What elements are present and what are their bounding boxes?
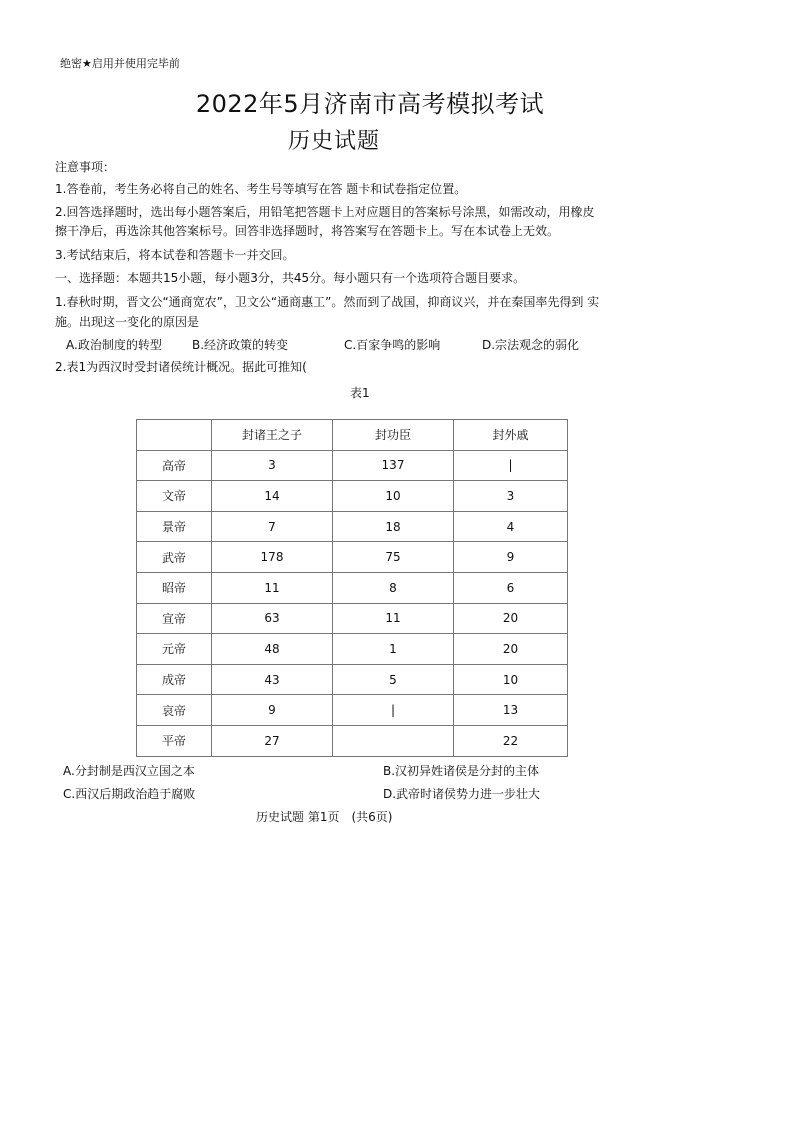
table-cell: 成帝 <box>137 664 212 695</box>
table-cell: 13 <box>454 695 568 726</box>
table-cell: 3 <box>454 481 568 512</box>
page-footer: 历史试题 第1页 (共6页) <box>256 810 393 824</box>
table-cell: 1 <box>333 634 454 665</box>
table-cell: 20 <box>454 634 568 665</box>
table-cell: 6 <box>454 572 568 603</box>
table-cell: 平帝 <box>137 725 212 756</box>
question-1-stem-line-2: 施。出现这一变化的原因是 <box>55 315 200 329</box>
table-row <box>137 695 568 726</box>
table-cell: 元帝 <box>137 634 212 665</box>
table-cell: 宣帝 <box>137 603 212 634</box>
table-cell: 11 <box>212 572 333 603</box>
table-caption: 表1 <box>350 386 370 400</box>
question-1-option-b: B.经济政策的转变 <box>192 338 289 352</box>
table-cell: 10 <box>454 664 568 695</box>
table-cell: 高帝 <box>137 450 212 481</box>
table-cell: 武帝 <box>137 542 212 573</box>
table-cell: 27 <box>212 725 333 756</box>
table-row <box>137 481 568 512</box>
table-cell: 75 <box>333 542 454 573</box>
enfeoffment-table <box>136 419 568 757</box>
question-2-option-a: A.分封制是西汉立国之本 <box>63 764 195 778</box>
table-header-cell: 封功臣 <box>333 420 454 451</box>
table-row <box>137 603 568 634</box>
table-cell: 63 <box>212 603 333 634</box>
table-row <box>137 511 568 542</box>
table-row <box>137 450 568 481</box>
table-header-cell <box>137 420 212 451</box>
table-cell: 9 <box>454 542 568 573</box>
exam-subject: 历史试题 <box>288 129 381 154</box>
table-cell: 3 <box>212 450 333 481</box>
note-item-1: 1.答卷前，考生务必将自己的姓名、考生号等填写在答 题卡和试卷指定位置。 <box>55 182 467 196</box>
table-cell: 文帝 <box>137 481 212 512</box>
table-cell: 18 <box>333 511 454 542</box>
table-row <box>137 572 568 603</box>
table-row <box>137 634 568 665</box>
question-2-option-b: B.汉初异姓诸侯是分封的主体 <box>383 764 540 778</box>
table-cell: | <box>333 695 454 726</box>
table-row <box>137 542 568 573</box>
table-cell: 178 <box>212 542 333 573</box>
table-cell: 昭帝 <box>137 572 212 603</box>
table-cell: 48 <box>212 634 333 665</box>
table-header-row <box>137 420 568 451</box>
question-1-option-a: A.政治制度的转型 <box>66 338 162 352</box>
table-row <box>137 664 568 695</box>
table-cell: 11 <box>333 603 454 634</box>
table-cell: 14 <box>212 481 333 512</box>
table-cell: 4 <box>454 511 568 542</box>
table-cell: 9 <box>212 695 333 726</box>
question-1-option-c: C.百家争鸣的影响 <box>344 338 441 352</box>
note-item-2-line-2: 擦干净后，再选涂其他答案标号。回答非选择题时，将答案写在答题卡上。写在本试卷上无效。 <box>55 224 560 238</box>
table-cell: | <box>454 450 568 481</box>
question-2-stem: 2.表1为西汉时受封诸侯统计概况。据此可推知( <box>55 360 307 374</box>
confidential-mark: 绝密★启用并使用完毕前 <box>60 57 180 70</box>
section-1-heading: 一、选择题：本题共15小题，每小题3分，共45分。每小题只有一个选项符合题目要求。 <box>55 271 526 285</box>
exam-title: 2022年5月济南市高考模拟考试 <box>195 90 545 118</box>
table-row <box>137 725 568 756</box>
question-1-stem-line-1: 1.春秋时期，晋文公“通商宽农”，卫文公“通商惠工”。然而到了战国，抑商议兴，并在秦国率先得到 实 <box>55 295 600 309</box>
question-1-option-d: D.宗法观念的弱化 <box>482 338 580 352</box>
table-header-cell: 封诸王之子 <box>212 420 333 451</box>
question-2-option-c: C.西汉后期政治趋于腐败 <box>63 787 196 801</box>
table-header-cell: 封外戚 <box>454 420 568 451</box>
table-cell: 22 <box>454 725 568 756</box>
question-2-option-d: D.武帝时诸侯势力进一步壮大 <box>383 787 541 801</box>
table-cell <box>333 725 454 756</box>
table-cell: 7 <box>212 511 333 542</box>
note-item-3: 3.考试结束后，将本试卷和答题卡一并交回。 <box>55 248 295 262</box>
table-cell: 20 <box>454 603 568 634</box>
table-cell: 景帝 <box>137 511 212 542</box>
table-cell: 10 <box>333 481 454 512</box>
table-cell: 43 <box>212 664 333 695</box>
table-cell: 137 <box>333 450 454 481</box>
table-cell: 哀帝 <box>137 695 212 726</box>
notes-heading: 注意事项： <box>55 160 116 174</box>
note-item-2-line-1: 2.回答选择题时，选出每小题答案后，用铅笔把答题卡上对应题目的答案标号涂黑，如需改动，用橡皮 <box>55 205 595 219</box>
table-cell: 8 <box>333 572 454 603</box>
table-cell: 5 <box>333 664 454 695</box>
